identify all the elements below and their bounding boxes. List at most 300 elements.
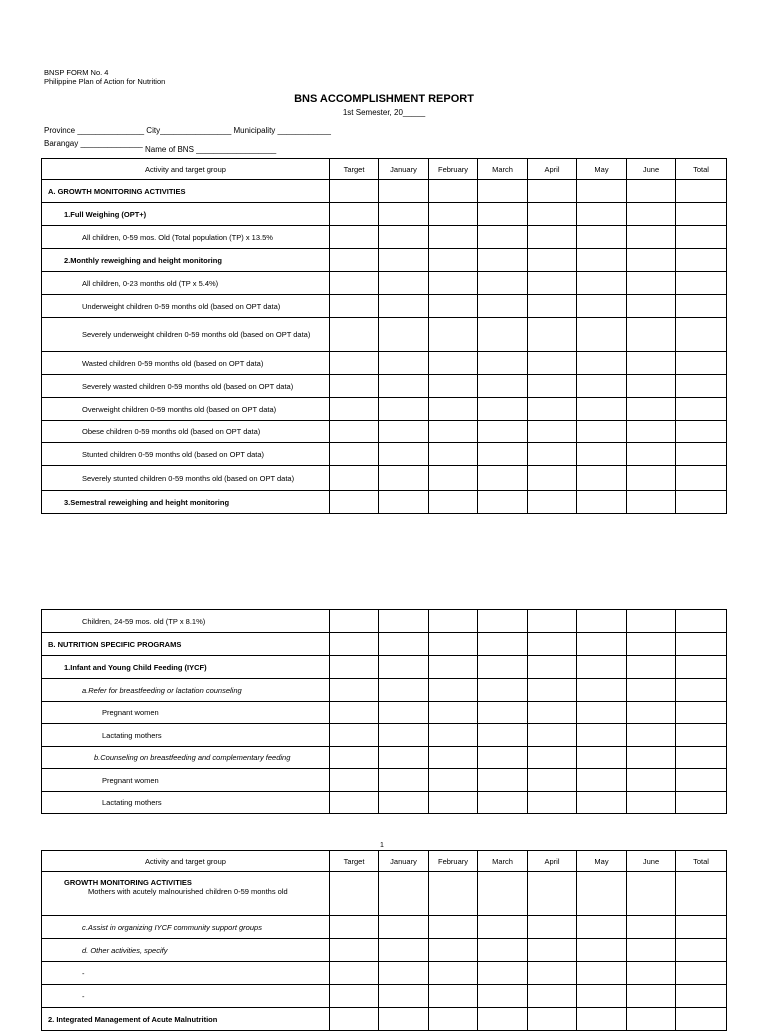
cell-target[interactable] xyxy=(330,724,379,747)
cell-june[interactable] xyxy=(627,398,676,421)
table-row xyxy=(42,872,727,916)
cell-january[interactable] xyxy=(379,295,429,318)
cell-january[interactable] xyxy=(379,939,429,962)
table-row xyxy=(42,226,727,249)
cell-target[interactable] xyxy=(330,939,379,962)
cell-march[interactable] xyxy=(478,318,528,352)
cell-march[interactable] xyxy=(478,203,528,226)
cell-june[interactable] xyxy=(627,610,676,633)
cell-total[interactable] xyxy=(676,747,727,769)
cell-march[interactable] xyxy=(478,656,528,679)
cell-june[interactable] xyxy=(627,375,676,398)
row-label: Severely stunted children 0-59 months old (based on OPT data) xyxy=(42,466,330,491)
cell-january[interactable] xyxy=(379,272,429,295)
cell-target[interactable] xyxy=(330,249,379,272)
cell-target[interactable] xyxy=(330,985,379,1008)
row-label: Lactating mothers xyxy=(42,724,330,747)
cell-target[interactable] xyxy=(330,226,379,249)
cell-march[interactable] xyxy=(478,916,528,939)
row-label: d. Other activities, specify xyxy=(42,939,330,962)
cell-target[interactable] xyxy=(330,443,379,466)
cell-total[interactable] xyxy=(676,769,727,792)
cell-january[interactable] xyxy=(379,724,429,747)
cell-may[interactable] xyxy=(577,226,627,249)
cell-total[interactable] xyxy=(676,916,727,939)
col-february: February xyxy=(429,159,478,180)
row-label: Overweight children 0-59 months old (based on OPT data) xyxy=(42,398,330,421)
col-march: March xyxy=(478,851,528,872)
cell-march[interactable] xyxy=(478,272,528,295)
table-row xyxy=(42,1008,727,1031)
cell-june[interactable] xyxy=(627,203,676,226)
col-february: February xyxy=(429,851,478,872)
table-row xyxy=(42,272,727,295)
cell-june[interactable] xyxy=(627,702,676,724)
cell-january[interactable] xyxy=(379,747,429,769)
cell-target[interactable] xyxy=(330,610,379,633)
cell-april[interactable] xyxy=(528,792,577,814)
cell-june[interactable] xyxy=(627,769,676,792)
cell-total[interactable] xyxy=(676,352,727,375)
col-total: Total xyxy=(676,159,727,180)
cell-march[interactable] xyxy=(478,747,528,769)
cell-may[interactable] xyxy=(577,792,627,814)
cell-june[interactable] xyxy=(627,633,676,656)
cell-june[interactable] xyxy=(627,421,676,443)
cell-april[interactable] xyxy=(528,633,577,656)
cell-target[interactable] xyxy=(330,466,379,491)
cell-january[interactable] xyxy=(379,375,429,398)
cell-february[interactable] xyxy=(429,939,478,962)
table-row xyxy=(42,747,727,769)
cell-total[interactable] xyxy=(676,318,727,352)
cell-march[interactable] xyxy=(478,679,528,702)
cell-february[interactable] xyxy=(429,985,478,1008)
cell-total[interactable] xyxy=(676,939,727,962)
cell-june[interactable] xyxy=(627,352,676,375)
cell-april[interactable] xyxy=(528,443,577,466)
cell-may[interactable] xyxy=(577,272,627,295)
col-june: June xyxy=(627,851,676,872)
table-row xyxy=(42,421,727,443)
cell-june[interactable] xyxy=(627,443,676,466)
cell-june[interactable] xyxy=(627,747,676,769)
cell-january[interactable] xyxy=(379,180,429,203)
cell-june[interactable] xyxy=(627,679,676,702)
table-row xyxy=(42,792,727,814)
cell-target[interactable] xyxy=(330,962,379,985)
table-row xyxy=(42,633,727,656)
cell-february[interactable] xyxy=(429,610,478,633)
cell-april[interactable] xyxy=(528,295,577,318)
cell-target[interactable] xyxy=(330,421,379,443)
row-label: - xyxy=(42,962,330,985)
cell-june[interactable] xyxy=(627,872,676,916)
table-row xyxy=(42,295,727,318)
table-row xyxy=(42,610,727,633)
cell-may[interactable] xyxy=(577,724,627,747)
accomplishment-table-1 xyxy=(41,158,727,514)
row-label: All children, 0-23 months old (TP x 5.4%) xyxy=(42,272,330,295)
cell-march[interactable] xyxy=(478,398,528,421)
cell-march[interactable] xyxy=(478,939,528,962)
cell-total[interactable] xyxy=(676,272,727,295)
cell-target[interactable] xyxy=(330,769,379,792)
cell-april[interactable] xyxy=(528,249,577,272)
cell-june[interactable] xyxy=(627,985,676,1008)
cell-target[interactable] xyxy=(330,203,379,226)
cell-may[interactable] xyxy=(577,1008,627,1031)
cell-june[interactable] xyxy=(627,656,676,679)
cell-june[interactable] xyxy=(627,962,676,985)
cell-january[interactable] xyxy=(379,203,429,226)
cell-june[interactable] xyxy=(627,226,676,249)
cell-february[interactable] xyxy=(429,491,478,514)
cell-june[interactable] xyxy=(627,939,676,962)
cell-june[interactable] xyxy=(627,249,676,272)
row-label: All children, 0-59 mos. Old (Total population (TP) x 13.5% xyxy=(42,226,330,249)
cell-june[interactable] xyxy=(627,466,676,491)
row-label: 2.Monthly reweighing and height monitoring xyxy=(42,249,330,272)
cell-total[interactable] xyxy=(676,375,727,398)
cell-january[interactable] xyxy=(379,702,429,724)
row-label: Severely underweight children 0-59 months old (based on OPT data) xyxy=(42,318,330,352)
cell-total[interactable] xyxy=(676,633,727,656)
accomplishment-table-3 xyxy=(41,850,727,1031)
cell-april[interactable] xyxy=(528,491,577,514)
cell-january[interactable] xyxy=(379,352,429,375)
cell-february[interactable] xyxy=(429,792,478,814)
cell-january[interactable] xyxy=(379,398,429,421)
cell-january[interactable] xyxy=(379,769,429,792)
col-may: May xyxy=(577,159,627,180)
cell-target[interactable] xyxy=(330,398,379,421)
cell-april[interactable] xyxy=(528,939,577,962)
col-total: Total xyxy=(676,851,727,872)
cell-may[interactable] xyxy=(577,939,627,962)
cell-total[interactable] xyxy=(676,180,727,203)
cell-march[interactable] xyxy=(478,352,528,375)
cell-march[interactable] xyxy=(478,180,528,203)
cell-target[interactable] xyxy=(330,1008,379,1031)
cell-march[interactable] xyxy=(478,769,528,792)
cell-may[interactable] xyxy=(577,872,627,916)
cell-total[interactable] xyxy=(676,226,727,249)
cell-february[interactable] xyxy=(429,633,478,656)
cell-february[interactable] xyxy=(429,352,478,375)
cell-june[interactable] xyxy=(627,916,676,939)
row-label: Wasted children 0-59 months old (based on OPT data) xyxy=(42,352,330,375)
cell-january[interactable] xyxy=(379,249,429,272)
cell-may[interactable] xyxy=(577,985,627,1008)
cell-april[interactable] xyxy=(528,1008,577,1031)
cell-total[interactable] xyxy=(676,610,727,633)
cell-march[interactable] xyxy=(478,985,528,1008)
row-label: Obese children 0-59 months old (based on OPT data) xyxy=(42,421,330,443)
table-row xyxy=(42,724,727,747)
cell-january[interactable] xyxy=(379,633,429,656)
cell-april[interactable] xyxy=(528,180,577,203)
row-label: - xyxy=(42,985,330,1008)
cell-april[interactable] xyxy=(528,226,577,249)
cell-may[interactable] xyxy=(577,610,627,633)
table-header-row xyxy=(42,851,727,872)
cell-june[interactable] xyxy=(627,272,676,295)
cell-total[interactable] xyxy=(676,491,727,514)
cell-march[interactable] xyxy=(478,724,528,747)
cell-january[interactable] xyxy=(379,679,429,702)
cell-may[interactable] xyxy=(577,203,627,226)
cell-march[interactable] xyxy=(478,610,528,633)
cell-june[interactable] xyxy=(627,491,676,514)
cell-total[interactable] xyxy=(676,398,727,421)
cell-february[interactable] xyxy=(429,872,478,916)
cell-march[interactable] xyxy=(478,792,528,814)
province-city-municipality-fields: Province _______________ City________________ Municipality ____________ xyxy=(44,126,331,135)
cell-june[interactable] xyxy=(627,792,676,814)
cell-march[interactable] xyxy=(478,962,528,985)
cell-january[interactable] xyxy=(379,226,429,249)
row-label: B. NUTRITION SPECIFIC PROGRAMS xyxy=(42,633,330,656)
cell-total[interactable] xyxy=(676,962,727,985)
cell-total[interactable] xyxy=(676,249,727,272)
cell-may[interactable] xyxy=(577,491,627,514)
cell-february[interactable] xyxy=(429,769,478,792)
cell-april[interactable] xyxy=(528,318,577,352)
col-march: March xyxy=(478,159,528,180)
cell-may[interactable] xyxy=(577,421,627,443)
col-may: May xyxy=(577,851,627,872)
cell-may[interactable] xyxy=(577,375,627,398)
cell-target[interactable] xyxy=(330,491,379,514)
cell-april[interactable] xyxy=(528,985,577,1008)
cell-june[interactable] xyxy=(627,295,676,318)
col-april: April xyxy=(528,851,577,872)
cell-march[interactable] xyxy=(478,702,528,724)
cell-march[interactable] xyxy=(478,443,528,466)
cell-april[interactable] xyxy=(528,724,577,747)
cell-march[interactable] xyxy=(478,872,528,916)
cell-march[interactable] xyxy=(478,375,528,398)
row-label: Severely wasted children 0-59 months old (based on OPT data) xyxy=(42,375,330,398)
cell-january[interactable] xyxy=(379,792,429,814)
cell-target[interactable] xyxy=(330,272,379,295)
cell-february[interactable] xyxy=(429,203,478,226)
cell-april[interactable] xyxy=(528,916,577,939)
cell-february[interactable] xyxy=(429,443,478,466)
cell-may[interactable] xyxy=(577,180,627,203)
cell-february[interactable] xyxy=(429,272,478,295)
barangay-field: Barangay ______________ xyxy=(44,139,143,148)
cell-target[interactable] xyxy=(330,375,379,398)
cell-total[interactable] xyxy=(676,466,727,491)
cell-january[interactable] xyxy=(379,872,429,916)
cell-february[interactable] xyxy=(429,226,478,249)
cell-february[interactable] xyxy=(429,916,478,939)
cell-april[interactable] xyxy=(528,610,577,633)
cell-april[interactable] xyxy=(528,203,577,226)
cell-target[interactable] xyxy=(330,872,379,916)
cell-total[interactable] xyxy=(676,724,727,747)
cell-february[interactable] xyxy=(429,466,478,491)
cell-february[interactable] xyxy=(429,421,478,443)
cell-april[interactable] xyxy=(528,872,577,916)
table-row xyxy=(42,375,727,398)
cell-target[interactable] xyxy=(330,747,379,769)
cell-april[interactable] xyxy=(528,679,577,702)
cell-february[interactable] xyxy=(429,295,478,318)
cell-april[interactable] xyxy=(528,656,577,679)
semester-line: 1st Semester, 20_____ xyxy=(342,108,426,117)
cell-target[interactable] xyxy=(330,679,379,702)
row-label: Pregnant women xyxy=(42,702,330,724)
cell-may[interactable] xyxy=(577,962,627,985)
cell-total[interactable] xyxy=(676,702,727,724)
table-row xyxy=(42,249,727,272)
plan-name: Philippine Plan of Action for Nutrition xyxy=(44,77,166,86)
row-label: A. GROWTH MONITORING ACTIVITIES xyxy=(42,180,330,203)
cell-may[interactable] xyxy=(577,398,627,421)
table-row xyxy=(42,318,727,352)
cell-total[interactable] xyxy=(676,985,727,1008)
cell-january[interactable] xyxy=(379,656,429,679)
cell-march[interactable] xyxy=(478,226,528,249)
table-row xyxy=(42,180,727,203)
cell-april[interactable] xyxy=(528,398,577,421)
cell-april[interactable] xyxy=(528,421,577,443)
cell-may[interactable] xyxy=(577,769,627,792)
table-row xyxy=(42,769,727,792)
table-row xyxy=(42,985,727,1008)
cell-january[interactable] xyxy=(379,466,429,491)
cell-june[interactable] xyxy=(627,180,676,203)
table-row xyxy=(42,203,727,226)
cell-may[interactable] xyxy=(577,916,627,939)
cell-total[interactable] xyxy=(676,443,727,466)
cell-january[interactable] xyxy=(379,443,429,466)
cell-target[interactable] xyxy=(330,352,379,375)
cell-total[interactable] xyxy=(676,421,727,443)
cell-april[interactable] xyxy=(528,375,577,398)
cell-april[interactable] xyxy=(528,747,577,769)
cell-february[interactable] xyxy=(429,747,478,769)
cell-may[interactable] xyxy=(577,466,627,491)
cell-february[interactable] xyxy=(429,375,478,398)
cell-january[interactable] xyxy=(379,610,429,633)
cell-may[interactable] xyxy=(577,679,627,702)
cell-may[interactable] xyxy=(577,295,627,318)
cell-april[interactable] xyxy=(528,466,577,491)
cell-target[interactable] xyxy=(330,656,379,679)
cell-april[interactable] xyxy=(528,352,577,375)
row-label: b.Counseling on breastfeeding and complementary feeding xyxy=(42,747,330,769)
cell-march[interactable] xyxy=(478,1008,528,1031)
row-label: 1.Infant and Young Child Feeding (IYCF) xyxy=(42,656,330,679)
cell-total[interactable] xyxy=(676,203,727,226)
growth-monitoring-heading: GROWTH MONITORING ACTIVITIES xyxy=(64,878,192,887)
cell-march[interactable] xyxy=(478,421,528,443)
cell-january[interactable] xyxy=(379,421,429,443)
report-title: BNS ACCOMPLISHMENT REPORT xyxy=(294,93,474,105)
cell-march[interactable] xyxy=(478,249,528,272)
cell-target[interactable] xyxy=(330,702,379,724)
table-row xyxy=(42,939,727,962)
cell-february[interactable] xyxy=(429,679,478,702)
cell-february[interactable] xyxy=(429,702,478,724)
col-january: January xyxy=(379,851,429,872)
cell-june[interactable] xyxy=(627,1008,676,1031)
cell-target[interactable] xyxy=(330,180,379,203)
row-label: 3.Semestral reweighing and height monitoring xyxy=(42,491,330,514)
cell-february[interactable] xyxy=(429,180,478,203)
cell-total[interactable] xyxy=(676,295,727,318)
cell-january[interactable] xyxy=(379,1008,429,1031)
table-header-row xyxy=(42,159,727,180)
cell-april[interactable] xyxy=(528,702,577,724)
cell-may[interactable] xyxy=(577,656,627,679)
cell-may[interactable] xyxy=(577,318,627,352)
cell-may[interactable] xyxy=(577,633,627,656)
cell-april[interactable] xyxy=(528,962,577,985)
cell-march[interactable] xyxy=(478,466,528,491)
cell-march[interactable] xyxy=(478,491,528,514)
cell-april[interactable] xyxy=(528,769,577,792)
cell-may[interactable] xyxy=(577,747,627,769)
col-april: April xyxy=(528,159,577,180)
cell-target[interactable] xyxy=(330,318,379,352)
cell-total[interactable] xyxy=(676,656,727,679)
cell-february[interactable] xyxy=(429,249,478,272)
cell-january[interactable] xyxy=(379,491,429,514)
row-label: Children, 24-59 mos. old (TP x 8.1%) xyxy=(42,610,330,633)
cell-february[interactable] xyxy=(429,1008,478,1031)
cell-may[interactable] xyxy=(577,702,627,724)
cell-january[interactable] xyxy=(379,985,429,1008)
cell-target[interactable] xyxy=(330,633,379,656)
cell-february[interactable] xyxy=(429,962,478,985)
cell-june[interactable] xyxy=(627,318,676,352)
col-activity: Activity and target group xyxy=(42,851,330,872)
col-activity: Activity and target group xyxy=(42,159,330,180)
cell-total[interactable] xyxy=(676,1008,727,1031)
page-number: 1 xyxy=(380,842,384,849)
bns-name-field: Name of BNS __________________ xyxy=(145,145,277,154)
cell-may[interactable] xyxy=(577,249,627,272)
growth-monitoring-subtext: Mothers with acutely malnourished children 0-59 months old xyxy=(88,887,288,896)
cell-february[interactable] xyxy=(429,398,478,421)
cell-total[interactable] xyxy=(676,872,727,916)
cell-january[interactable] xyxy=(379,916,429,939)
col-target: Target xyxy=(330,159,379,180)
cell-may[interactable] xyxy=(577,352,627,375)
cell-march[interactable] xyxy=(478,633,528,656)
cell-march[interactable] xyxy=(478,295,528,318)
cell-may[interactable] xyxy=(577,443,627,466)
cell-april[interactable] xyxy=(528,272,577,295)
cell-february[interactable] xyxy=(429,656,478,679)
cell-february[interactable] xyxy=(429,724,478,747)
cell-total[interactable] xyxy=(676,792,727,814)
form-number: BNSP FORM No. 4 xyxy=(44,68,109,77)
cell-june[interactable] xyxy=(627,724,676,747)
cell-january[interactable] xyxy=(379,962,429,985)
cell-target[interactable] xyxy=(330,792,379,814)
cell-february[interactable] xyxy=(429,318,478,352)
cell-target[interactable] xyxy=(330,916,379,939)
cell-total[interactable] xyxy=(676,679,727,702)
cell-target[interactable] xyxy=(330,295,379,318)
cell-january[interactable] xyxy=(379,318,429,352)
